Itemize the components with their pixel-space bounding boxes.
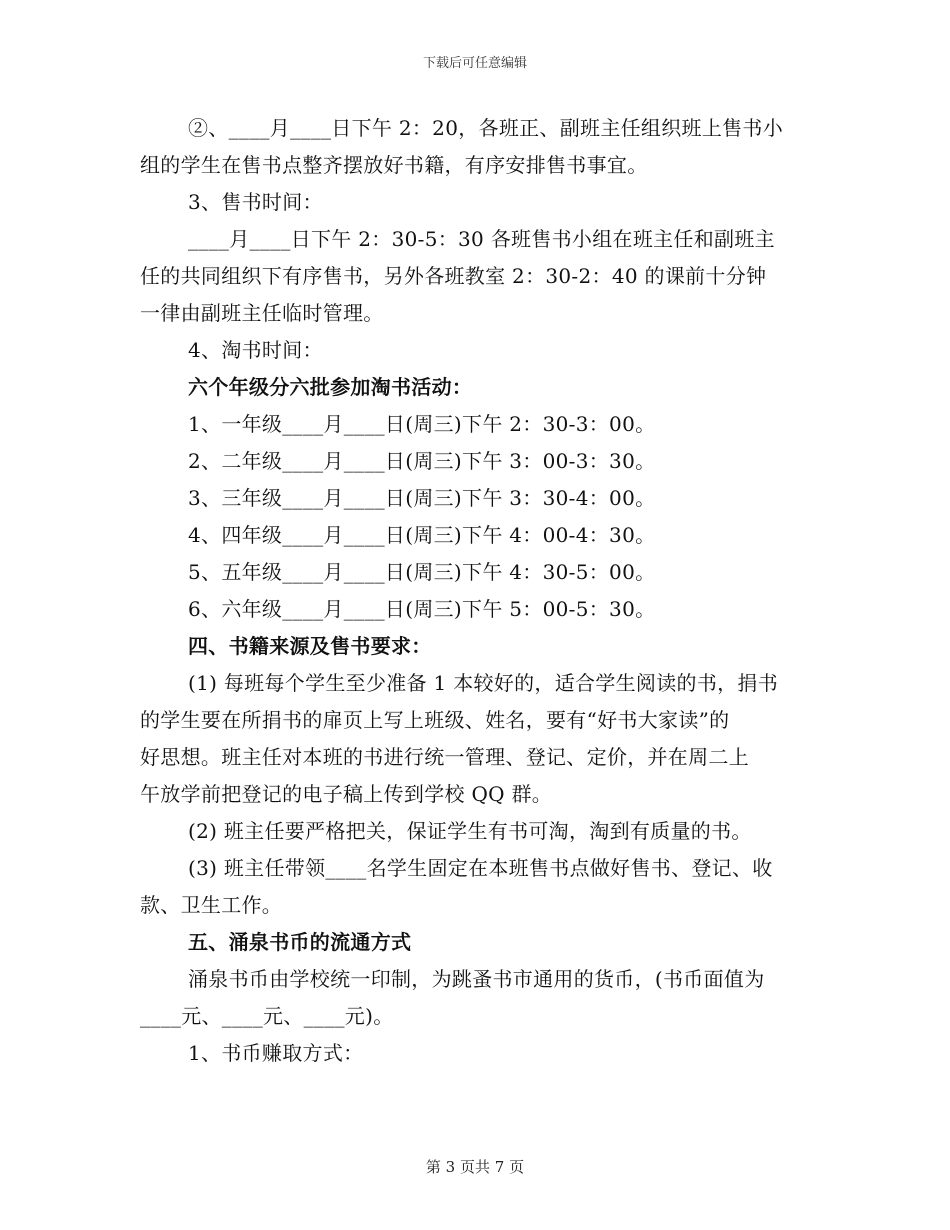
schedule-item: 3、三年级____月____日(周三)下午 3：30-4：00。 [188, 486, 656, 510]
schedule-item: 2、二年级____月____日(周三)下午 3：00-3：30。 [188, 449, 656, 473]
paragraph-line: 款、卫生工作。 [140, 893, 283, 917]
schedule-item: 1、一年级____月____日(周三)下午 2：30-3：00。 [188, 412, 656, 436]
paragraph-line: (3) 班主任带领____名学生固定在本班售书点做好售书、登记、收 [188, 856, 773, 880]
paragraph-line: (1) 每班每个学生至少准备 1 本较好的，适合学生阅读的书，捐书 [188, 671, 779, 695]
schedule-item: 6、六年级____月____日(周三)下午 5：00-5：30。 [188, 597, 656, 621]
section-heading: 五、涌泉书币的流通方式 [188, 930, 412, 954]
section-heading: 六个年级分六批参加淘书活动： [188, 375, 473, 399]
paragraph-line: 一律由副班主任临时管理。 [140, 301, 384, 325]
paragraph-line: 1、书币赚取方式： [188, 1041, 364, 1065]
schedule-item: 5、五年级____月____日(周三)下午 4：30-5：00。 [188, 560, 656, 584]
schedule-item: 4、四年级____月____日(周三)下午 4：00-4：30。 [188, 523, 656, 547]
paragraph-line: 任的共同组织下有序售书，另外各班教室 2：30-2：40 的课前十分钟 [140, 264, 767, 288]
paragraph-line: ____月____日下午 2：30-5：30 各班售书小组在班主任和副班主 [188, 227, 775, 251]
paragraph-line: 的学生要在所捐书的扉页上写上班级、姓名，要有“好书大家读”的 [140, 708, 730, 732]
paragraph-line: 好思想。班主任对本班的书进行统一管理、登记、定价，并在周二上 [140, 745, 749, 769]
paragraph-line: 午放学前把登记的电子稿上传到学校 QQ 群。 [140, 782, 553, 806]
paragraph-line: 3、售书时间： [188, 190, 323, 214]
paragraph-line: ____元、____元、____元)。 [140, 1004, 394, 1028]
paragraph-line: 4、淘书时间： [188, 338, 323, 362]
page-footer: 第 3 页共 7 页 [425, 1158, 525, 1176]
page-header: 下载后可任意编辑 [422, 56, 527, 71]
paragraph-line: (2) 班主任要严格把关，保证学生有书可淘，淘到有质量的书。 [188, 819, 752, 843]
paragraph-line: 涌泉书币由学校统一印制，为跳蚤书市通用的货币，(书币面值为 [188, 967, 765, 991]
section-heading: 四、书籍来源及售书要求： [188, 634, 432, 658]
paragraph-line: ②、____月____日下午 2：20，各班正、副班主任组织班上售书小 [188, 116, 784, 140]
paragraph-line: 组的学生在售书点整齐摆放好书籍，有序安排售书事宜。 [140, 153, 648, 177]
